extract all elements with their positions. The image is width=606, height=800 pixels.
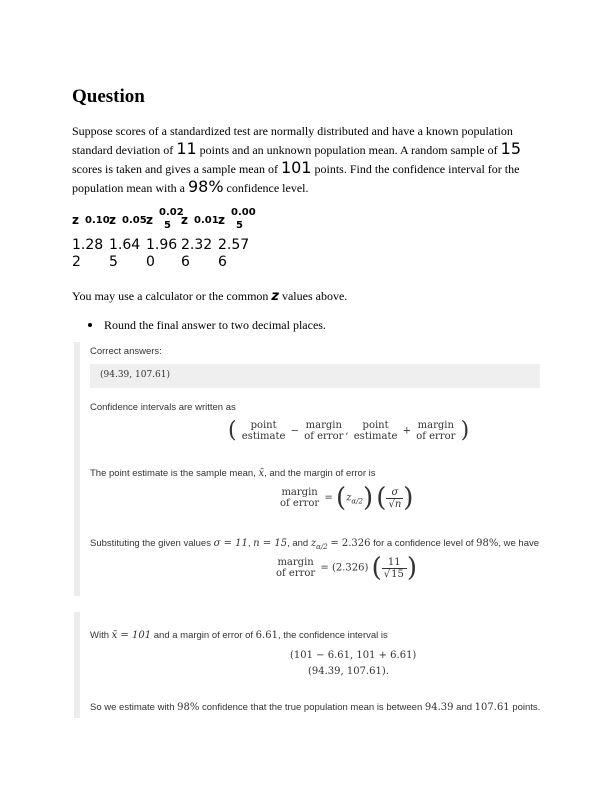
q-conf-value: 98% <box>187 177 224 196</box>
concl-mid: confidence that the true population mean is between <box>202 702 423 713</box>
n-symbol: n <box>394 498 402 510</box>
q-sigma-value: 11 <box>176 139 197 158</box>
concl-lower: 94.39 <box>424 702 454 713</box>
ci-estimate-2: estimate <box>353 431 398 442</box>
point-estimate-text <box>90 468 376 479</box>
q-text-3: scores is taken and gives a sample mean of <box>72 162 278 176</box>
ci-estimate: estimate <box>241 431 286 442</box>
moe-equals: = <box>324 492 333 504</box>
with-margin: 6.61 <box>255 630 278 641</box>
concl-conf: 98% <box>177 702 200 713</box>
conclusion-text <box>90 702 540 713</box>
calculator-note <box>72 289 347 304</box>
answer-panel <box>74 342 548 596</box>
sub-text-pre: Substituting the given values <box>90 538 211 549</box>
question-title: Question <box>72 86 145 107</box>
z-subscript: 0.10 <box>85 215 110 226</box>
pe-xbar: x̄ <box>258 468 265 479</box>
z-value-line2: 2 <box>72 254 81 270</box>
sub-alpha-over-2: α/2 <box>316 542 328 551</box>
z-symbol: z <box>181 213 188 227</box>
interval-line-1: (101 − 6.61, 101 + 6.61) <box>290 650 417 661</box>
calc-denominator: 15 <box>391 568 404 580</box>
q-text-5: confidence level. <box>226 181 309 195</box>
moe-margin: margin <box>281 487 318 498</box>
z-value-line2: 6 <box>181 254 190 270</box>
concl-post: points. <box>512 702 541 713</box>
with-text <box>90 630 388 641</box>
calc-numerator: 11 <box>387 556 401 568</box>
z-value-line1: 2.32 <box>181 237 213 253</box>
z-value-line1: 1.64 <box>109 237 141 253</box>
sub-conf: 98% <box>476 538 499 549</box>
z-subscript: 0.05 <box>122 215 147 226</box>
z-symbol: z <box>109 213 116 227</box>
q-text-4: points. Find the confidence interval for the population mean with a <box>72 162 520 195</box>
q-text-1: Suppose scores of a standardized test are normally distributed and have a known population standard deviation of <box>72 124 513 157</box>
instruction-bullet <box>88 318 326 333</box>
q-text-2: points and an unknown population mean. A random sample of <box>199 143 498 157</box>
z-subscript: 0.01 <box>194 215 219 226</box>
concl-upper: 107.61 <box>474 702 510 713</box>
moe-of-error: of error <box>280 498 320 509</box>
z-subscript-wrap: 5 <box>236 220 243 231</box>
calc-equals: = <box>320 562 329 574</box>
sub-and: , and <box>287 538 309 549</box>
z-value-line1: 1.96 <box>146 237 178 253</box>
correct-answer-box <box>90 364 540 388</box>
sigma-symbol: σ <box>391 486 399 498</box>
interval-panel <box>74 612 548 718</box>
margin-of-error-formula: margin of error = $(z_{\alpha/2})$ ( $\frac{\sigma}{√n}$ ) <box>280 483 414 513</box>
ci-of-error-2: of error <box>416 431 456 442</box>
z-value-line2: 5 <box>109 254 118 270</box>
with-pre: With <box>90 630 109 641</box>
ci-point: point <box>250 420 277 431</box>
calc-note-text: You may use a calculator or the common <box>72 289 269 303</box>
with-post: , the confidence interval is <box>277 630 388 641</box>
ci-margin-2: margin <box>417 420 454 431</box>
ci-of-error: of error <box>304 431 344 442</box>
correct-answer-value: (94.39, 107.61) <box>100 370 171 380</box>
concl-pre: So we estimate with <box>90 702 175 713</box>
z-value-line1: 1.28 <box>72 237 104 253</box>
z-subscript: 0.00 <box>231 207 256 218</box>
z-value-line2: 0 <box>146 254 155 270</box>
sub-sigma: σ = 11 <box>213 538 248 549</box>
sub-n: n = 15 <box>253 538 288 549</box>
calc-note-text-end: values above. <box>281 289 348 303</box>
ci-written-text: Confidence intervals are written as <box>90 402 236 413</box>
pe-text-post: , and the margin of error is <box>264 468 376 479</box>
z-value-line2: 6 <box>218 254 227 270</box>
concl-and: and <box>456 702 473 713</box>
calc-of-error: of error <box>276 568 316 579</box>
calc-z-value: (2.326) <box>331 562 369 574</box>
ci-minus: − <box>290 425 300 437</box>
bullet-dot-icon <box>88 323 92 327</box>
margin-calculation: margin of error = (2.326) ( $\frac{11}{√15}$ ) <box>276 553 417 583</box>
z-value-line1: 2.57 <box>218 237 250 253</box>
sub-for: for a confidence level of <box>373 538 474 549</box>
interval-line-2: (94.39, 107.61). <box>308 666 389 677</box>
z-symbol: z <box>72 213 79 227</box>
sub-z: z <box>310 538 317 549</box>
z-alpha-half: z <box>346 492 352 504</box>
with-mid: and a margin of error of <box>153 630 254 641</box>
q-n-value: 15 <box>500 139 521 158</box>
pe-text-pre: The point estimate is the sample mean, <box>90 468 256 479</box>
ci-margin: margin <box>305 420 342 431</box>
z-symbol: z <box>218 213 225 227</box>
z-symbol: z <box>271 289 279 304</box>
ci-formula: ( point estimate − margin of error , point estimate + margin of error ) <box>228 418 470 443</box>
with-xbar: x̄ = 101 <box>111 630 152 641</box>
z-subscript-wrap: 5 <box>164 220 171 231</box>
q-xbar-value: 101 <box>280 158 312 177</box>
alpha-over-2: α/2 <box>351 497 363 506</box>
ci-point-2: point <box>362 420 389 431</box>
correct-answers-label: Correct answers: <box>90 346 162 357</box>
sub-z-value: = 2.326 <box>330 538 371 549</box>
instruction-text: Round the final answer to two decimal places. <box>104 318 326 332</box>
substitution-text: Substituting the given values σ = 11, n = 15, and $z_{\alpha/2} = 2.326$ for a confidence level of 98%, we have <box>90 538 540 551</box>
calc-margin: margin <box>277 557 314 568</box>
ci-plus: + <box>402 425 411 437</box>
sub-post: , we have <box>498 538 540 549</box>
question-text <box>72 122 527 197</box>
z-subscript: 0.02 <box>159 207 184 218</box>
z-symbol: z <box>146 213 153 227</box>
